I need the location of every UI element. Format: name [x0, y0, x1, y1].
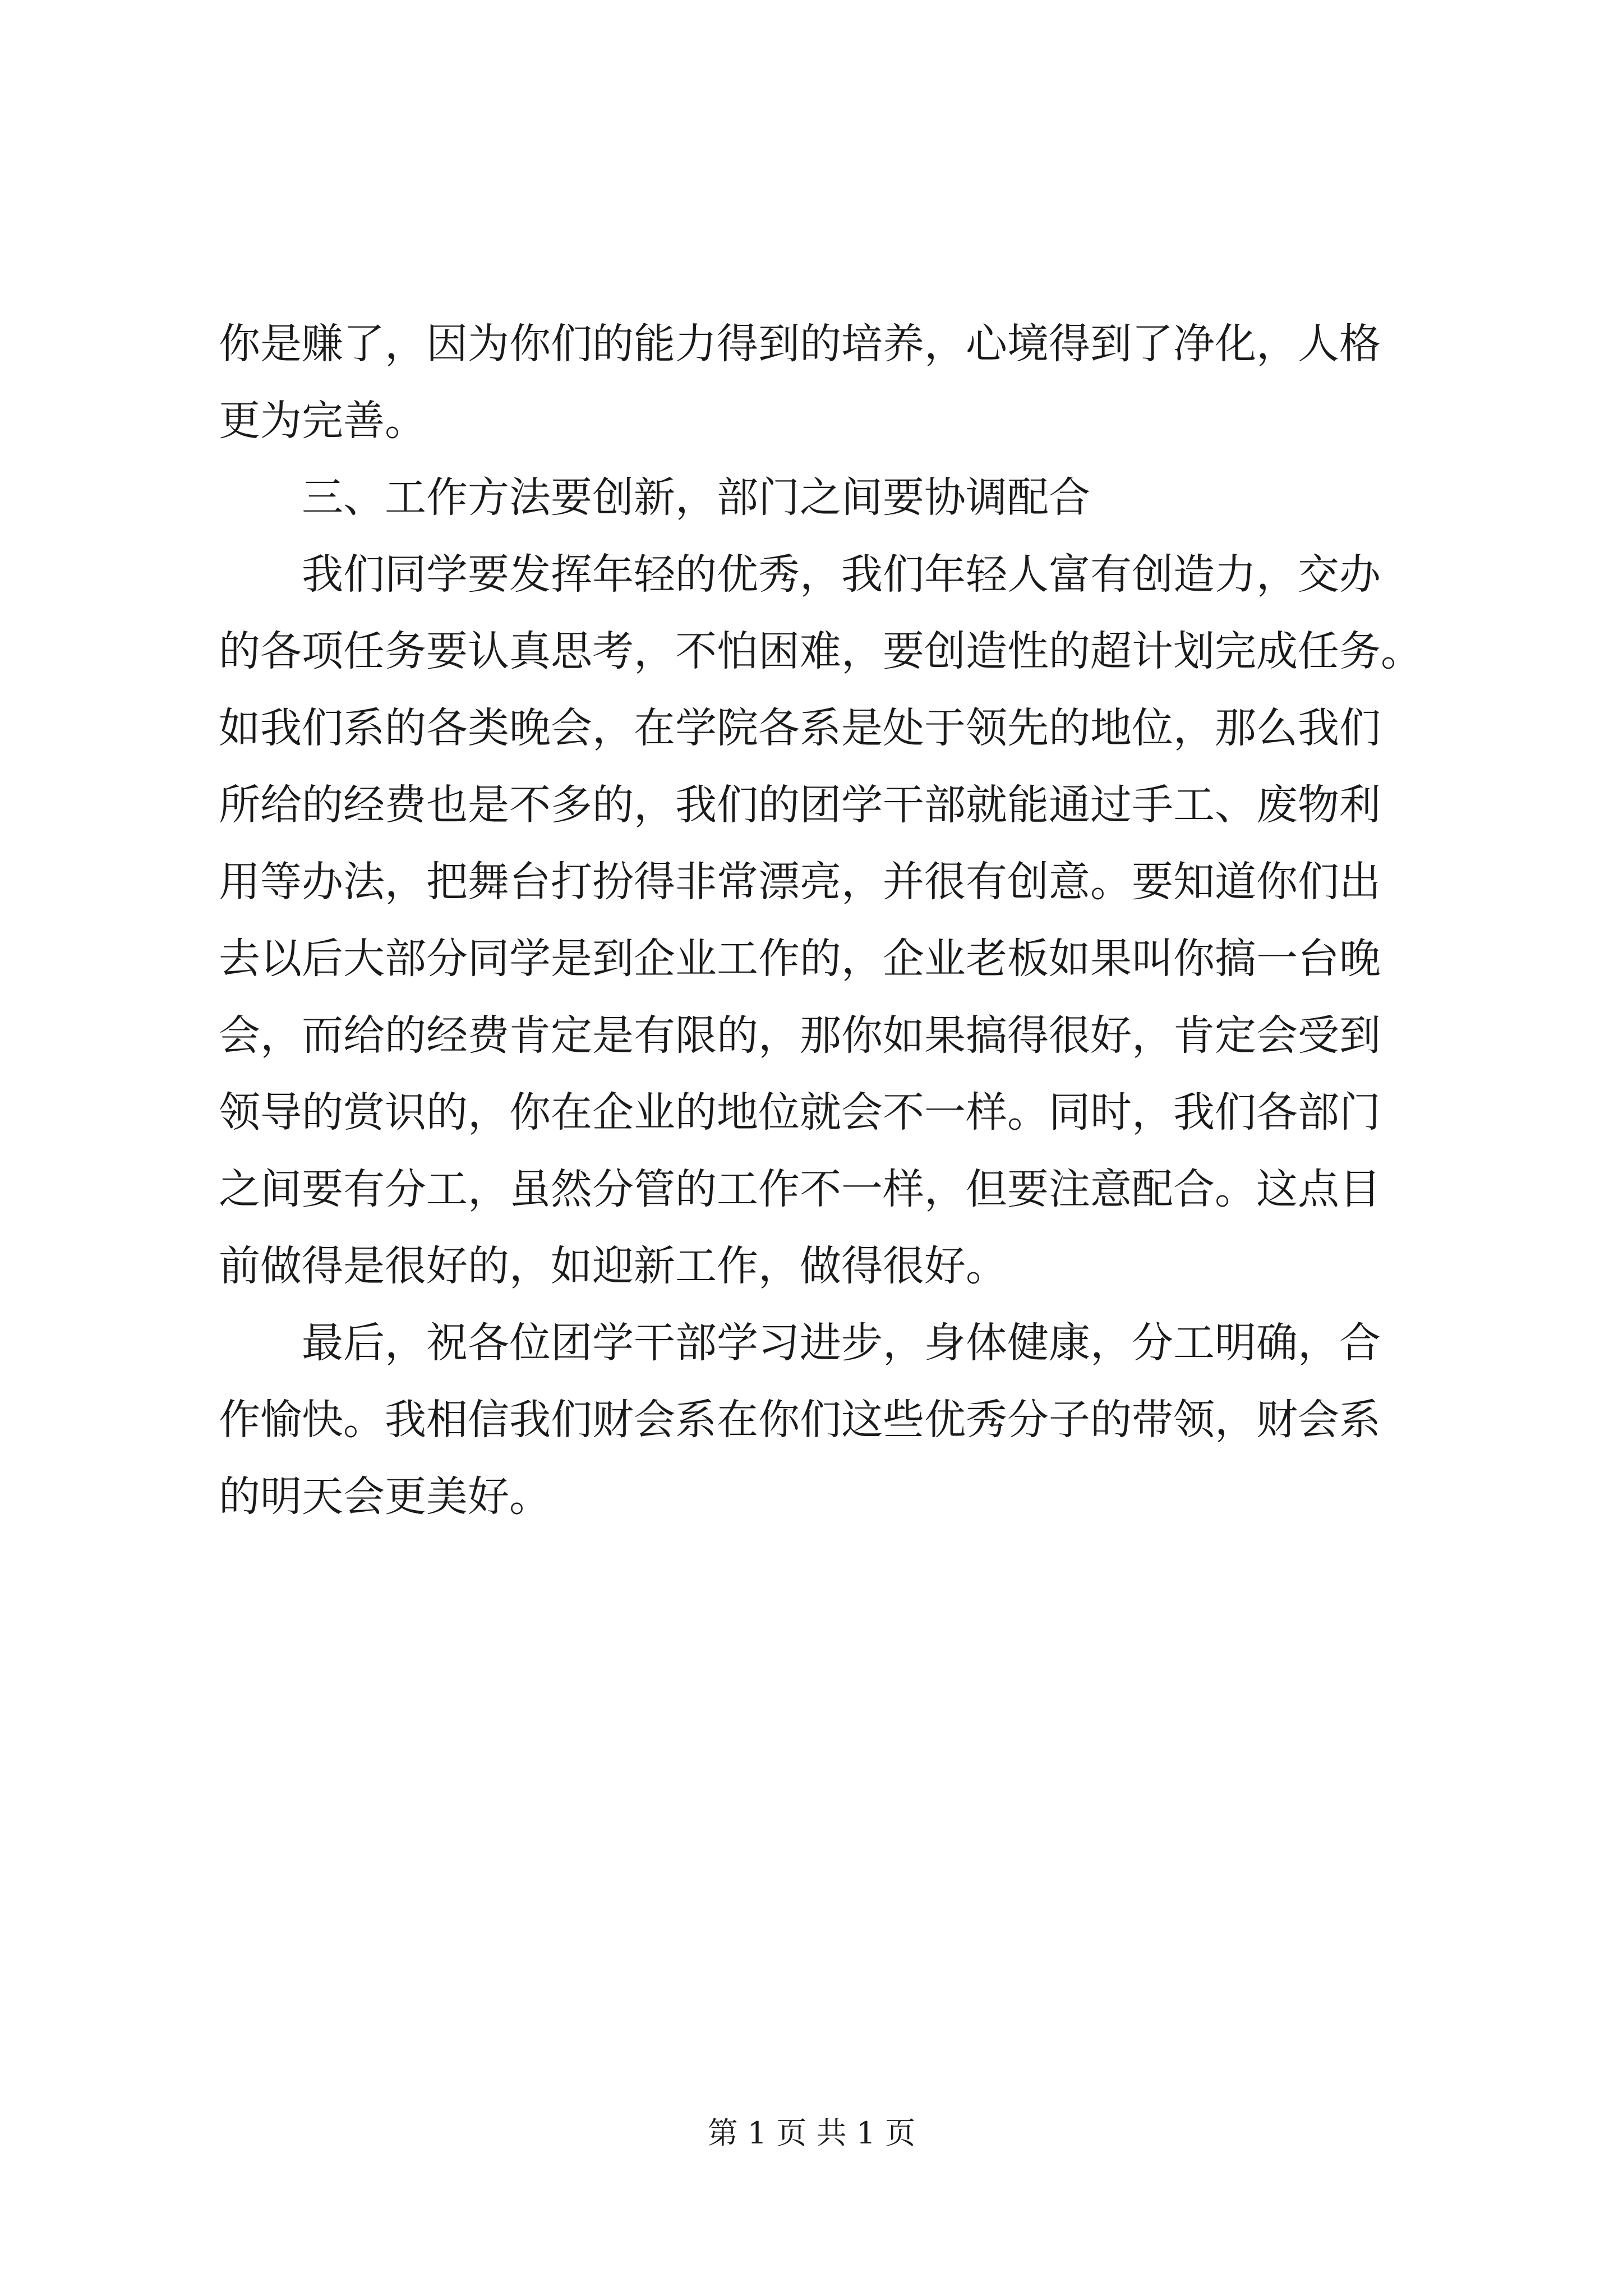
text-line: 会，而给的经费肯定是有限的，那你如果搞得很好，肯定会受到: [219, 1011, 1381, 1060]
text-line: 最后，祝各位团学干部学习进步，身体健康，分工明确，合: [219, 1319, 1381, 1367]
text-line: 所给的经费也是不多的，我们的团学干部就能通过手工、废物利: [219, 781, 1381, 829]
text-line: 作愉快。我相信我们财会系在你们这些优秀分子的带领，财会系: [219, 1396, 1381, 1444]
text-line: 我们同学要发挥年轻的优秀，我们年轻人富有创造力，交办: [219, 550, 1381, 599]
document-body: [219, 306, 1422, 1535]
text-line: 更为完善。: [219, 397, 426, 445]
text-line: 之间要有分工，虽然分管的工作不一样，但要注意配合。这点目: [219, 1165, 1381, 1213]
text-line: 去以后大部分同学是到企业工作的，企业老板如果叫你搞一台晚: [219, 935, 1381, 983]
text-line: 的各项任务要认真思考，不怕困难，要创造性的超计划完成任务。: [219, 627, 1422, 675]
text-line: 前做得是很好的，如迎新工作，做得很好。: [219, 1242, 1007, 1290]
section-heading: 三、工作方法要创新，部门之间要协调配合: [219, 473, 1090, 522]
text-line: 用等办法，把舞台打扮得非常漂亮，并很有创意。要知道你们出: [219, 858, 1381, 906]
text-line: 如我们系的各类晚会，在学院各系是处于领先的地位，那么我们: [219, 704, 1381, 752]
page-footer: 第 1 页 共 1 页: [707, 2115, 916, 2151]
text-line: 的明天会更美好。: [219, 1473, 551, 1521]
text-line: 你是赚了，因为你们的能力得到的培养，心境得到了净化，人格: [219, 320, 1381, 368]
text-line: 领导的赏识的，你在企业的地位就会不一样。同时，我们各部门: [219, 1088, 1381, 1137]
